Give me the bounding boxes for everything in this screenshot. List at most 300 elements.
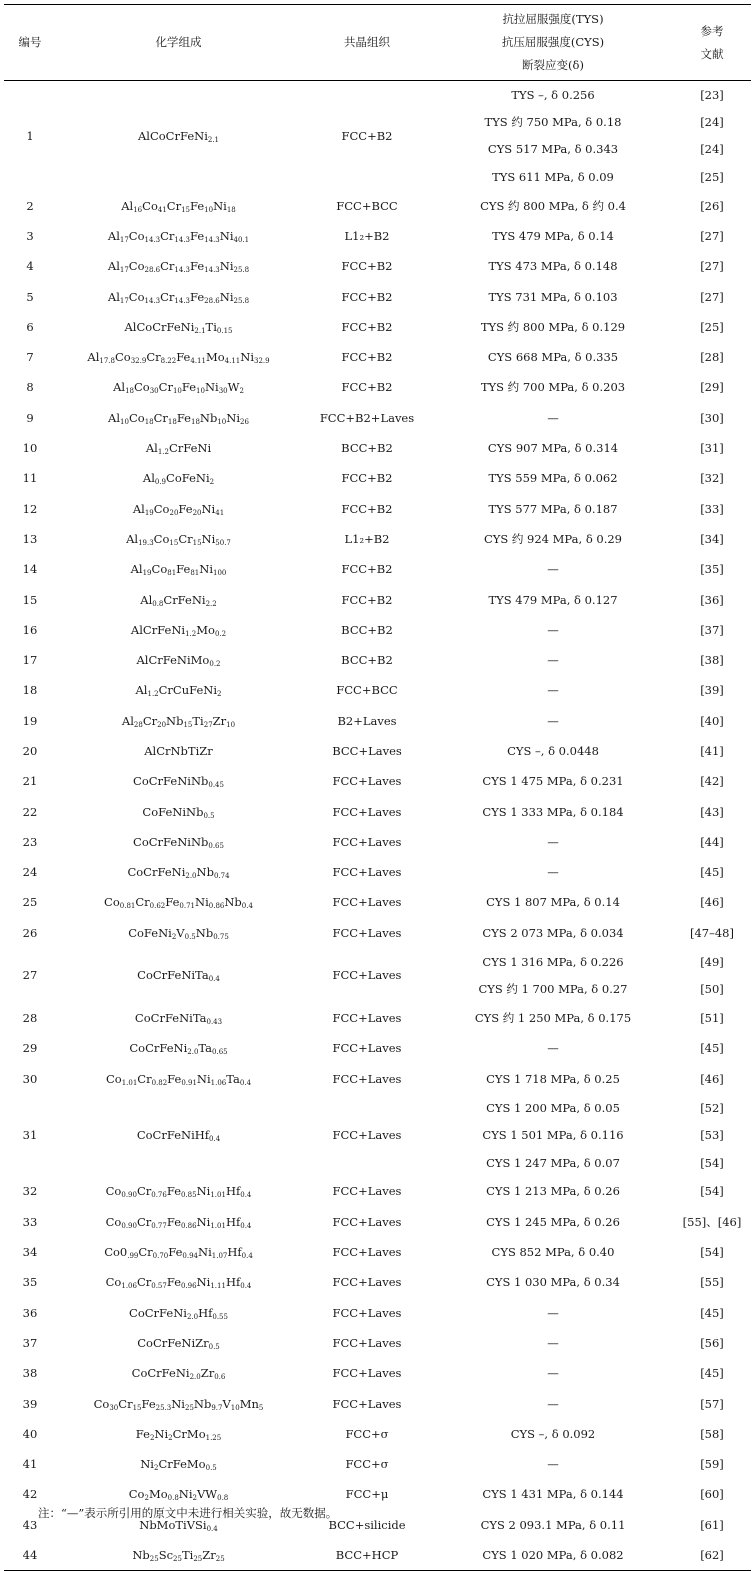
composition-subscript: 18 — [125, 387, 134, 396]
mechanical-property: — — [547, 1366, 559, 1381]
composition-subscript: 0.85 — [181, 1191, 197, 1200]
row-number: 37 — [22, 1335, 38, 1350]
composition-subscript: 2.1 — [194, 326, 206, 335]
table-header — [4, 5, 751, 81]
eutectic-structure: FCC+B2 — [341, 289, 393, 304]
composition-element: Mo — [196, 622, 215, 637]
composition-element: Ni — [196, 1071, 211, 1086]
composition-element: Ni — [198, 1245, 212, 1260]
composition-element: Hf — [198, 1305, 213, 1320]
composition-subscript: 0.62 — [149, 902, 166, 911]
mechanical-property: — — [547, 622, 559, 637]
row-number: 27 — [22, 968, 38, 983]
composition-subscript: 0.8 — [217, 1494, 229, 1503]
mechanical-property: TYS 约 700 MPa, δ 0.203 — [480, 380, 626, 395]
mechanical-property: TYS 479 MPa, δ 0.14 — [492, 228, 614, 243]
row-number: 23 — [22, 834, 38, 849]
mechanical-property: CYS 907 MPa, δ 0.314 — [487, 441, 619, 456]
reference: [27] — [700, 259, 724, 274]
reference: [62] — [700, 1547, 724, 1562]
eutectic-structure: BCC+silicide — [328, 1517, 406, 1532]
eutectic-structure: FCC+B2 — [341, 380, 393, 395]
composition-element: Cr — [137, 1071, 152, 1086]
composition-element: Al — [87, 350, 100, 365]
composition-element: CoCrFeNi — [129, 1041, 188, 1056]
composition-element: Co — [105, 1071, 122, 1086]
composition-subscript: 0.4 — [239, 1078, 252, 1087]
mechanical-property: CYS 517 MPa, δ 0.343 — [487, 142, 619, 157]
composition-element: Ni — [196, 1184, 211, 1199]
mechanical-property: CYS 约 924 MPa, δ 0.29 — [483, 531, 623, 546]
chemical-composition — [56, 887, 301, 917]
eutectic-structure: FCC+B2 — [341, 259, 393, 274]
composition-element: Ni — [240, 350, 254, 365]
composition-subscript: 10 — [217, 417, 227, 426]
chemical-composition — [56, 918, 301, 948]
composition-element: Fe — [190, 259, 205, 274]
composition-element: Ni — [196, 1275, 211, 1290]
table-row — [4, 918, 751, 948]
composition-subscript: 17 — [119, 235, 129, 244]
composition-element: Al — [108, 410, 121, 425]
composition-element: Fe — [167, 1071, 182, 1086]
composition-subscript: 81 — [167, 569, 177, 578]
row-number: 41 — [22, 1457, 38, 1472]
composition-element: Sc — [158, 1547, 174, 1562]
composition-subscript: 2 — [239, 387, 244, 396]
chemical-composition — [56, 281, 301, 311]
composition-element: Cr — [158, 380, 173, 395]
row-number: 30 — [22, 1071, 38, 1086]
composition-subscript: 1.11 — [210, 1282, 226, 1291]
chemical-composition — [56, 342, 301, 372]
eutectic-structure: FCC+B2 — [341, 592, 393, 607]
reference: [30] — [700, 410, 724, 425]
reference: [34] — [700, 531, 724, 546]
composition-subscript: 32.9 — [254, 357, 270, 366]
reference: [41] — [700, 743, 724, 758]
composition-subscript: 1.07 — [211, 1252, 228, 1261]
composition-subscript: 10 — [172, 387, 182, 396]
composition-subscript: 40.1 — [233, 235, 250, 244]
header-prop-cys: 抗压屈服强度(CYS) — [501, 35, 605, 49]
header-prop-delta: 断裂应变(δ) — [522, 58, 584, 72]
table-body — [4, 81, 751, 1571]
composition-subscript: 18 — [167, 417, 177, 426]
reference: [47–48] — [690, 925, 734, 940]
eutectic-structure: FCC+Laves — [332, 1214, 402, 1229]
row-number: 29 — [22, 1041, 38, 1056]
mechanical-property: TYS 473 MPa, δ 0.148 — [488, 259, 618, 274]
mechanical-property: — — [547, 1396, 559, 1411]
composition-element: Nb — [166, 713, 184, 728]
composition-element: Al — [121, 198, 134, 213]
mechanical-property: CYS 约 1 700 MPa, δ 0.27 — [478, 982, 628, 997]
mechanical-property: CYS 1 020 MPa, δ 0.082 — [482, 1547, 624, 1562]
reference: [27] — [700, 289, 724, 304]
mechanical-property: CYS 1 245 MPa, δ 0.26 — [486, 1214, 620, 1229]
chemical-composition — [56, 948, 301, 1003]
row-number: 31 — [22, 1128, 38, 1143]
composition-subscript: 18 — [190, 417, 200, 426]
mechanical-property: CYS 852 MPa, δ 0.40 — [491, 1245, 615, 1260]
composition-subscript: 0.70 — [152, 1252, 169, 1261]
composition-element: Fe — [176, 562, 191, 577]
composition-element: Cr — [153, 410, 168, 425]
composition-element: CoCrFeNi — [131, 1366, 190, 1381]
composition-element: Co — [104, 895, 120, 910]
eutectic-structure: FCC+Laves — [332, 774, 402, 789]
eutectic-structure: FCC+Laves — [332, 1305, 402, 1320]
composition-element: Hf — [225, 1184, 241, 1199]
eutectic-structure: L1₂+B2 — [344, 531, 390, 546]
composition-subscript: 41 — [157, 205, 167, 214]
composition-subscript: 14.3 — [174, 266, 191, 275]
composition-element: Zr — [202, 1547, 216, 1562]
table-row — [4, 1176, 751, 1206]
composition-subscript: 10 — [120, 417, 129, 426]
composition-subscript: 0.4 — [240, 1221, 252, 1230]
mechanical-property: — — [547, 713, 559, 728]
reference: [46] — [700, 895, 724, 910]
composition-element: Mo — [148, 1487, 168, 1502]
composition-element: Fe — [166, 1214, 181, 1229]
composition-element: Fe — [168, 1245, 183, 1260]
eutectic-structure: L1₂+B2 — [344, 228, 390, 243]
composition-subscript: 0.5 — [203, 811, 215, 820]
mechanical-property: TYS –, δ 0.256 — [511, 87, 595, 102]
table-row — [4, 1003, 751, 1033]
chemical-composition — [56, 312, 301, 342]
mechanical-property: — — [547, 410, 559, 425]
chemical-composition — [56, 584, 301, 614]
mechanical-property: TYS 559 MPa, δ 0.062 — [488, 471, 618, 486]
composition-subscript: 15 — [192, 538, 202, 547]
composition-subscript: 0.5 — [205, 1464, 217, 1473]
reference: [52] — [700, 1100, 724, 1115]
composition-subscript: 2.2 — [205, 599, 217, 608]
composition-subscript: 16 — [133, 205, 143, 214]
composition-element: Fe — [178, 501, 193, 516]
composition-subscript: 28 — [133, 720, 143, 729]
composition-element: Ni — [196, 1214, 211, 1229]
reference: [45] — [700, 1366, 724, 1381]
composition-subscript: 19 — [142, 569, 152, 578]
composition-element: Nb — [224, 895, 242, 910]
mechanical-property: CYS 2 093.1 MPa, δ 0.11 — [480, 1517, 626, 1532]
composition-subscript: 25 — [149, 1554, 159, 1563]
header-structure: 共晶组织 — [344, 35, 390, 49]
table-row — [4, 1449, 751, 1479]
eutectic-structure: FCC+B2+Laves — [319, 410, 415, 425]
composition-element: Fe — [166, 1184, 181, 1199]
table-row — [4, 584, 751, 614]
eutectic-structure: FCC+Laves — [332, 834, 402, 849]
chemical-composition — [56, 1094, 301, 1177]
reference: [44] — [700, 834, 724, 849]
reference: [28] — [700, 350, 724, 365]
row-number: 39 — [22, 1396, 38, 1411]
row-number: 26 — [22, 925, 38, 940]
composition-element: Cr — [142, 713, 158, 728]
row-number: 17 — [22, 653, 38, 668]
composition-subscript: 4.11 — [190, 357, 206, 366]
mechanical-property: — — [547, 1457, 559, 1472]
composition-element: CoFeNiNb — [142, 804, 204, 819]
table-row — [4, 645, 751, 675]
eutectic-structure: FCC+B2 — [341, 128, 393, 143]
mechanical-property: — — [547, 653, 559, 668]
composition-subscript: 0.71 — [179, 902, 196, 911]
composition-subscript: 2.1 — [207, 135, 220, 144]
mechanical-property: TYS 479 MPa, δ 0.127 — [488, 592, 618, 607]
composition-subscript: 17 — [119, 266, 129, 275]
composition-subscript: 1.06 — [121, 1282, 137, 1291]
eutectic-structure: FCC+Laves — [332, 968, 402, 983]
reference: [50] — [700, 982, 724, 997]
composition-element: AlCrFeNi — [130, 622, 186, 637]
composition-element: CoCrFeNiTa — [134, 1011, 207, 1026]
composition-element: Al — [140, 592, 153, 607]
table-row — [4, 1419, 751, 1449]
composition-subscript: 15 — [169, 538, 179, 547]
mechanical-property: CYS 2 073 MPa, δ 0.034 — [482, 925, 624, 940]
eutectic-structure: FCC+B2 — [341, 501, 393, 516]
row-number: 25 — [22, 895, 38, 910]
composition-subscript: 25 — [215, 1554, 225, 1563]
reference: [38] — [700, 653, 724, 668]
composition-subscript: 0.94 — [182, 1252, 199, 1261]
composition-element: Al — [107, 289, 120, 304]
mechanical-property: — — [547, 1041, 559, 1056]
composition-subscript: 1.06 — [210, 1078, 227, 1087]
eutectic-structure: FCC+Laves — [332, 1128, 402, 1143]
composition-element: CoCrFeNiZr — [137, 1335, 209, 1350]
composition-subscript: 17.8 — [99, 357, 115, 366]
composition-element: CrFeNi — [168, 441, 212, 456]
composition-element: CrCuFeNi — [158, 683, 218, 698]
reference: [43] — [700, 804, 724, 819]
composition-subscript: 25.8 — [233, 266, 250, 275]
composition-element: Cr — [118, 1396, 133, 1411]
composition-element: CrFeNi — [163, 592, 206, 607]
composition-element: Fe — [190, 289, 205, 304]
composition-subscript: 2 — [144, 1494, 149, 1503]
composition-subscript: 50.7 — [215, 538, 231, 547]
eutectic-structure: FCC+B2 — [341, 319, 393, 334]
eutectic-structure: FCC+Laves — [332, 1071, 402, 1086]
chemical-composition — [56, 463, 301, 493]
composition-element: Al — [132, 501, 145, 516]
table-note: 注：“—”表示所引用的原文中未进行相关实验，故无数据。 — [38, 1506, 338, 1520]
composition-element: CoCrFeNiTa — [137, 968, 209, 983]
eutectic-structure: FCC+σ — [345, 1426, 389, 1441]
composition-subscript: 1.01 — [210, 1221, 226, 1230]
header-composition: 化学组成 — [155, 35, 202, 49]
reference: [37] — [700, 622, 724, 637]
table-row — [4, 1328, 751, 1358]
table-row — [4, 554, 751, 584]
table-row — [4, 191, 751, 221]
composition-element: Ti — [192, 713, 204, 728]
composition-subscript: 26 — [240, 417, 249, 426]
composition-element: Cr — [136, 1214, 152, 1229]
composition-element: Ni — [201, 501, 216, 516]
row-number: 7 — [26, 350, 34, 365]
composition-element: Nb — [199, 410, 218, 425]
header-ref-line1: 参考 — [700, 23, 724, 38]
composition-element: Mn — [239, 1396, 259, 1411]
eutectic-structure: FCC+Laves — [332, 1184, 402, 1199]
composition-element: Al — [107, 228, 120, 243]
mechanical-property: CYS 1 475 MPa, δ 0.231 — [482, 774, 624, 789]
header-ref-line2: 文献 — [700, 46, 724, 61]
composition-element: Co — [128, 410, 145, 425]
table-row — [4, 1064, 751, 1094]
composition-element: Co — [128, 1487, 145, 1502]
composition-element: Fe — [181, 380, 197, 395]
row-number: 21 — [22, 774, 38, 789]
table-row — [4, 221, 751, 251]
composition-element: Ni — [219, 289, 234, 304]
composition-element: V — [176, 925, 185, 940]
table-row — [4, 887, 751, 917]
chemical-composition — [56, 706, 301, 736]
composition-subscript: 0.4 — [208, 975, 220, 984]
chemical-composition — [56, 251, 301, 281]
mechanical-property: CYS 1 213 MPa, δ 0.26 — [486, 1184, 620, 1199]
composition-subscript: 0.6 — [214, 1373, 226, 1382]
row-number: 2 — [26, 198, 34, 213]
reference: [55]、[46] — [682, 1214, 742, 1229]
table-row — [4, 493, 751, 523]
composition-subscript: 0.65 — [208, 841, 224, 850]
composition-subscript: 1.2 — [147, 690, 159, 699]
composition-subscript: 2 — [153, 1464, 159, 1473]
composition-subscript: 28.6 — [204, 296, 220, 305]
composition-subscript: .99 — [127, 1252, 139, 1261]
composition-element: Hf — [227, 1245, 242, 1260]
mechanical-property: — — [547, 865, 559, 880]
reference: [60] — [700, 1487, 724, 1502]
composition-subscript: 2.0 — [185, 872, 197, 881]
composition-element: Fe — [135, 1426, 150, 1441]
composition-element: Co — [153, 501, 170, 516]
chemical-composition — [56, 827, 301, 857]
reference: [58] — [700, 1426, 724, 1441]
row-number: 42 — [22, 1487, 38, 1502]
composition-element: Al — [130, 562, 143, 577]
composition-subscript: 25 — [173, 1554, 182, 1563]
chemical-composition — [56, 1540, 301, 1570]
composition-subscript: 14.3 — [144, 296, 161, 305]
composition-element: Mo — [205, 350, 225, 365]
composition-element: Co — [142, 198, 158, 213]
reference: [51] — [700, 1011, 724, 1026]
composition-subscript: 18 — [226, 205, 236, 214]
composition-element: CoCrFeNiHf — [136, 1128, 210, 1143]
header-reference — [673, 5, 751, 81]
composition-subscript: 10 — [226, 720, 236, 729]
table-row — [4, 81, 751, 109]
mechanical-property: CYS 1 200 MPa, δ 0.05 — [486, 1100, 620, 1115]
composition-subscript: 25 — [184, 1403, 194, 1412]
table-row — [4, 312, 751, 342]
composition-subscript: 0.4 — [240, 1191, 252, 1200]
composition-subscript: 18 — [144, 417, 154, 426]
chemical-composition — [56, 1267, 301, 1297]
composition-subscript: 0.77 — [151, 1221, 167, 1230]
row-number: 24 — [22, 865, 38, 880]
composition-subscript: 9.7 — [211, 1403, 223, 1412]
composition-subscript: 0.15 — [216, 326, 233, 335]
table-row — [4, 948, 751, 976]
mechanical-property: TYS 约 750 MPa, δ 0.18 — [484, 114, 622, 129]
composition-element: Al — [107, 259, 120, 274]
composition-subscript: 0.57 — [151, 1282, 167, 1291]
eutectic-structure: FCC+Laves — [332, 1275, 402, 1290]
composition-subscript: 14.3 — [174, 296, 191, 305]
composition-subscript: 1.2 — [185, 629, 197, 638]
composition-subscript: 2.0 — [187, 1048, 199, 1057]
composition-element: Nb — [132, 1547, 150, 1562]
chemical-composition — [56, 1237, 301, 1267]
reference: [57] — [700, 1396, 724, 1411]
reference: [25] — [700, 319, 724, 334]
chemical-composition — [56, 493, 301, 523]
composition-subscript: 32.9 — [130, 357, 147, 366]
composition-subscript: 0.2 — [214, 629, 227, 638]
reference: [24] — [700, 114, 724, 129]
reference: [27] — [700, 228, 724, 243]
row-number: 32 — [22, 1184, 38, 1199]
eutectic-structure: FCC+Laves — [332, 865, 402, 880]
chemical-composition — [56, 1358, 301, 1388]
composition-element: CrMo — [172, 1426, 206, 1441]
composition-element: CoCrFeNi — [127, 865, 186, 880]
table-row — [4, 372, 751, 402]
reference: [53] — [700, 1128, 724, 1143]
table-row — [4, 1033, 751, 1063]
mechanical-property: TYS 约 800 MPa, δ 0.129 — [480, 319, 626, 334]
composition-element: W — [227, 380, 240, 395]
reference: [36] — [700, 592, 724, 607]
row-number: 10 — [22, 441, 38, 456]
row-number: 13 — [22, 531, 38, 546]
composition-element: Ti — [181, 1547, 194, 1562]
composition-subscript: 1.01 — [210, 1191, 226, 1200]
eutectic-structure: BCC+B2 — [341, 653, 393, 668]
chemical-composition — [56, 796, 301, 826]
header-properties — [433, 5, 673, 81]
composition-subscript: 15 — [181, 205, 191, 214]
composition-element: Cr — [166, 198, 182, 213]
eutectic-structure: BCC+HCP — [335, 1547, 399, 1562]
mechanical-property: CYS 1 431 MPa, δ 0.144 — [482, 1487, 624, 1502]
eutectic-structure: FCC+μ — [345, 1487, 389, 1502]
chemical-composition — [56, 1033, 301, 1063]
composition-subscript: 0.74 — [213, 872, 230, 881]
table-row — [4, 251, 751, 281]
mechanical-property: CYS 1 501 MPa, δ 0.116 — [482, 1128, 624, 1143]
reference: [35] — [700, 562, 724, 577]
table-row — [4, 1094, 751, 1122]
row-number: 6 — [26, 319, 34, 334]
reference: [31] — [700, 441, 724, 456]
composition-element: Cr — [160, 289, 175, 304]
composition-element: Fe — [166, 1275, 181, 1290]
table-row — [4, 796, 751, 826]
